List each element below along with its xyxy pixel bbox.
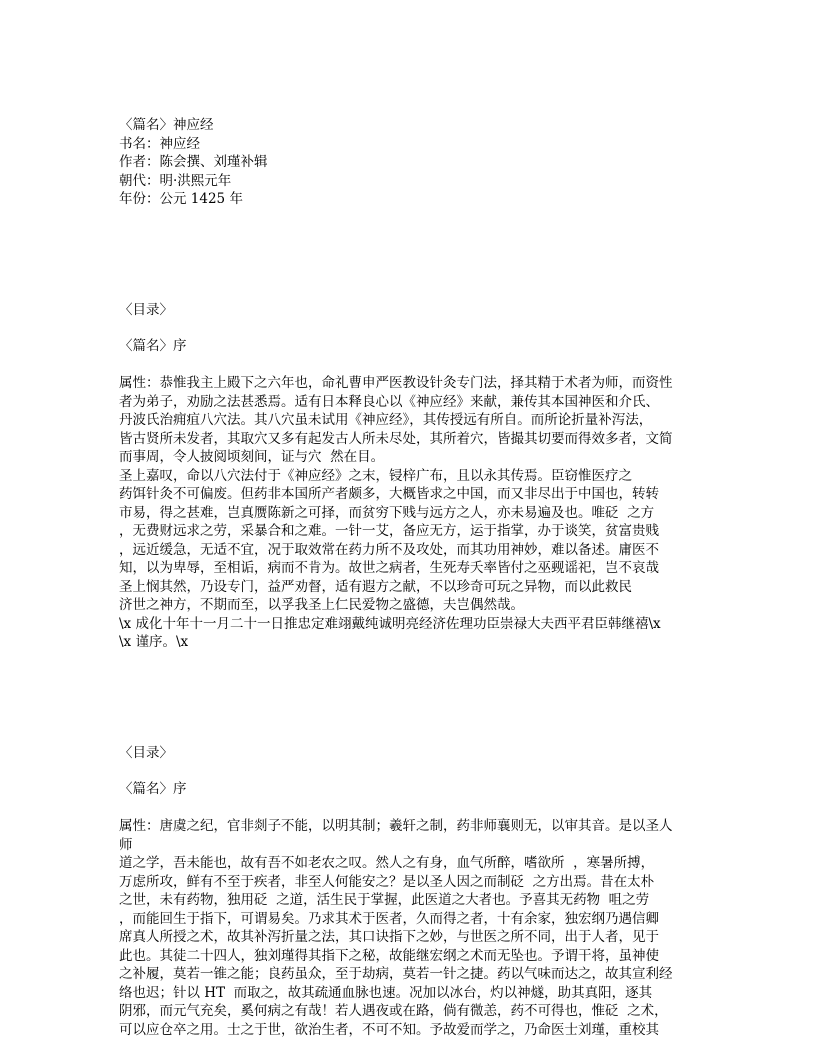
spacer bbox=[119, 319, 693, 337]
spacer bbox=[119, 209, 693, 301]
text-line: 皆古贤所未发者，其取穴又多有起发古人所未尽处，其所着穴，皆撮其切要而得效多者，文简 bbox=[119, 430, 673, 447]
text-line: 阴邪，而元气充矣，奚何病之有哉！若人遇夜或在路，倘有微恙，药不可得也，惟砭 之术， bbox=[119, 1003, 668, 1019]
text-line: 者为弟子，劝励之法甚悉焉。适有日本释良心以《神应经》来献，兼传其本国神医和介氏、 bbox=[119, 393, 659, 410]
text-line: 济世之神方，不期而至，以孚我圣上仁民爱物之盛德，夫岂偶然哉。 bbox=[119, 597, 524, 613]
text-line: 市易，得之甚难，岂真赝陈新之可择，而贫穷下贱与远方之人，亦未易遍及也。唯砭 之方 bbox=[119, 504, 655, 521]
text-line: 道之学，吾未能也，故有吾不如老农之叹。然人之有身，血气所醉，嗜欲所 ，寒暑所搏， bbox=[119, 855, 655, 871]
document-page bbox=[119, 116, 693, 1039]
toc-heading: 〈目录〉 bbox=[119, 301, 173, 318]
text-line: 之世，未有药物，独用砭 之道，活生民于掌握，此医道之大者也。予喜其无药物 咀之劳 bbox=[119, 892, 650, 908]
spacer bbox=[119, 762, 693, 780]
text-line: 圣上嘉叹，命以八穴法付于《神应经》之末，锓梓广布，且以永其传焉。臣窃惟医疗之 bbox=[119, 467, 632, 484]
text-line: 属性：唐虞之纪，官非剡子不能，以明其制；羲轩之制，药非师襄则无，以审其音。是以圣人 bbox=[119, 818, 673, 834]
text-line: 药饵针灸不可偏废。但药非本国所产者颇多，大概皆求之中国，而又非尽出于中国也，转转 bbox=[119, 486, 659, 502]
spacer bbox=[119, 652, 693, 744]
chapter-heading: 〈篇名〉序 bbox=[119, 338, 187, 354]
spacer bbox=[119, 799, 693, 818]
spacer bbox=[119, 356, 693, 375]
text-line: \x 谨序。\x bbox=[119, 634, 189, 650]
text-line: ，而能回生于指下，可谓易矣。乃求其术于医者，久而得之者，十有余家，独宏纲乃遇信卿 bbox=[119, 910, 659, 927]
book-name: 书名：神应经 bbox=[119, 135, 200, 152]
text-line: 此也。其徒二十四人，独刘瑾得其指下之秘，故能继宏纲之术而无坠也。予谓干将，虽神使 bbox=[119, 947, 659, 964]
dynasty: 朝代：明·洪熙元年 bbox=[119, 172, 232, 189]
year: 年份：公元 1425 年 bbox=[119, 191, 243, 207]
text-line: 而事周，令人披阅顷刻间，证与穴 然在目。 bbox=[119, 449, 385, 465]
text-line: ，远近缓急，无适不宜，况于取效常在药力所不及攻处，而其功用神妙，难以备述。庸医不 bbox=[119, 541, 659, 558]
text-line: ，无费财远求之劳，采暴合和之难。一针一艾，备应无方，运于指掌，办于谈笑，贫富贵贱 bbox=[119, 523, 659, 539]
preface-1-body bbox=[119, 374, 693, 652]
author: 作者：陈会撰、刘瑾补辑 bbox=[119, 154, 268, 170]
text-line: 可以应仓卒之用。士之于世，欲治生者，不可不知。予故爱而学之，乃命医士刘瑾，重校其 bbox=[119, 1021, 659, 1038]
text-line: 圣上悯其然，乃设专门，益严劝督，适有遐方之献，不以珍奇可玩之异物，而以此救民 bbox=[119, 578, 632, 595]
preface-2-body bbox=[119, 817, 693, 1039]
text-line: 络也迟；针以 HT 而取之，故其疏通血脉也速。况加以冰台，灼以神燧，助其真阳，逐其 bbox=[119, 984, 653, 1001]
text-line: \x 成化十年十一月二十一日推忠定难翊戴纯诚明亮经济佐理功臣崇禄大夫西平君臣韩继禧\x bbox=[119, 615, 661, 632]
title-line: 〈篇名〉神应经 bbox=[119, 117, 214, 133]
text-line: 之补履，莫若一锥之能；良药虽众，至于劫病，莫若一针之捷。药以气味而达之，故其宣利经 bbox=[119, 966, 673, 982]
text-line: 知，以为卑辱，至相诟，病而不肯为。故世之病者，生死寿夭率皆付之巫觋谣祀，岂不哀哉 bbox=[119, 560, 659, 576]
text-line: 万虑所攻，鲜有不至于疾者，非至人何能安之？是以圣人因之而制砭 之方出焉。昔在太朴 bbox=[119, 873, 655, 890]
text-line: 席真人所授之术，故其补泻折量之法，其口诀指下之妙，与世医之所不同，出于人者，见于 bbox=[119, 929, 659, 945]
text-line: 属性：恭惟我主上殿下之六年也，命礼曹申严医教设针灸专门法，择其精于术者为师，而资性 bbox=[119, 375, 673, 391]
text-line: 师 bbox=[119, 836, 133, 853]
chapter-heading: 〈篇名〉序 bbox=[119, 781, 187, 797]
toc-heading: 〈目录〉 bbox=[119, 744, 173, 761]
text-line: 丹波氏治痈疽八穴法。其八穴虽未试用《神应经》，其传授远有所自。而所论折量补泻法， bbox=[119, 412, 653, 428]
